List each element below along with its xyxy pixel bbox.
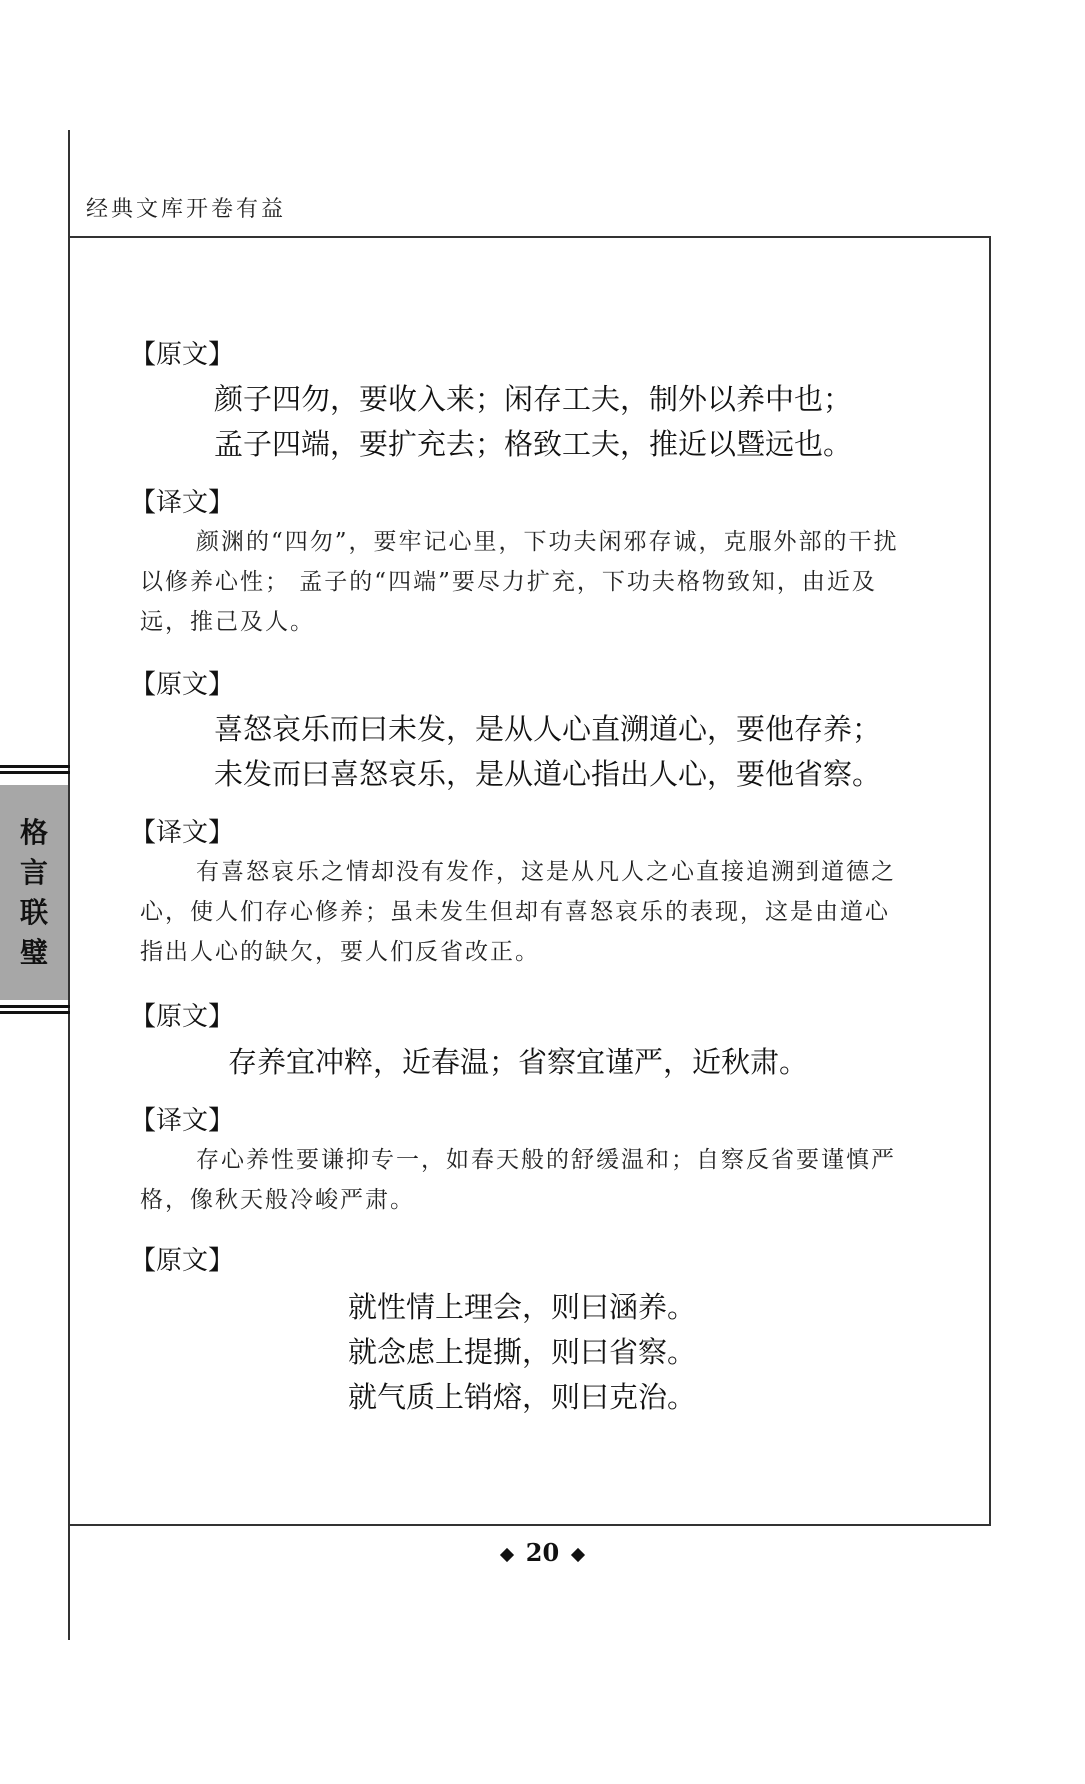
diamond-ornament-icon <box>500 1547 514 1561</box>
section-label-yiwen: 【译文】 <box>130 488 235 518</box>
yuanwen-line: 存养宜冲粹，近春温；省察宜谨严，近秋肃。 <box>228 1045 809 1079</box>
yiwen-paragraph: 存心养性要谦抑专一，如春天般的舒缓温和；自察反省要谨慎严格，像秋天般冷峻严肃。 <box>140 1147 896 1213</box>
section-label-yuanwen: 【原文】 <box>130 340 235 370</box>
yiwen-paragraph: 有喜怒哀乐之情却没有发作，这是从凡人之心直接追溯到道德之心，使人们存心修养；虽未发生但却有喜怒哀乐的表现，这是由道心指出人心的缺欠，要人们反省改正。 <box>140 859 896 965</box>
side-tab-char: 格 <box>19 815 48 849</box>
yuanwen-line: 就念虑上提撕，则曰省察。 <box>348 1335 697 1369</box>
yuanwen-line: 未发而曰喜怒哀乐，是从道心指出人心，要他省察。 <box>214 757 882 791</box>
diamond-ornament-icon <box>571 1547 585 1561</box>
side-tab-char: 联 <box>19 895 48 929</box>
yuanwen-line: 喜怒哀乐而曰未发，是从人心直溯道心，要他存养； <box>214 712 882 746</box>
page-number-text: 20 <box>525 1538 560 1567</box>
side-tab-rule-bottom <box>0 1005 70 1019</box>
side-tab <box>0 785 68 1000</box>
yuanwen-line: 就气质上销熔，则曰克治。 <box>348 1380 697 1414</box>
running-header: 经典文库开卷有益 <box>86 197 287 222</box>
side-tab-char: 璧 <box>19 935 48 969</box>
section-label-yuanwen: 【原文】 <box>130 1002 235 1032</box>
section-label-yiwen: 【译文】 <box>130 1106 235 1136</box>
section-label-yuanwen: 【原文】 <box>130 670 235 700</box>
side-tab-rule-top <box>0 765 70 779</box>
yiwen-paragraph: 颜渊的“四勿”，要牢记心里，下功夫闲邪存诚，克服外部的干扰以修养心性； 孟子的“四端”要尽力扩充，下功夫格物致知，由近及远，推己及人。 <box>140 529 899 635</box>
section-label-yuanwen: 【原文】 <box>130 1246 235 1276</box>
yuanwen-line: 颜子四勿，要收入来；闲存工夫，制外以养中也； <box>214 382 853 416</box>
page-number <box>0 1538 1085 1567</box>
section-label-yiwen: 【译文】 <box>130 818 235 848</box>
yuanwen-line: 孟子四端，要扩充去；格致工夫，推近以暨远也。 <box>214 427 853 461</box>
side-tab-char: 言 <box>19 855 48 889</box>
yuanwen-line: 就性情上理会，则曰涵养。 <box>348 1290 697 1324</box>
